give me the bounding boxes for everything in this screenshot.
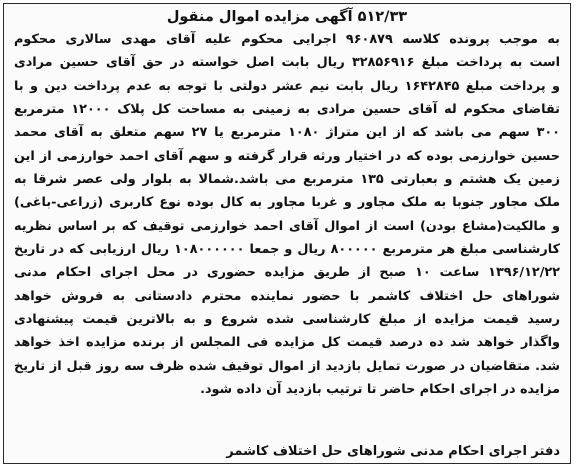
notice-line: تقاضای محکوم له آقای حسین مرادی به زمینی به مساحت کل پلاک ۱۲۰۰۰ مترمربع: [14, 102, 560, 118]
notice-line: مزایده در اجرای احکام حاضر تا ترتیب بازدید آن داده شود.: [200, 382, 560, 398]
notice-line: شوراهای حل اختلاف کاشمر با حضور نماینده محترم دادستانی به فروش خواهد: [14, 288, 560, 304]
notice-line: و مالکیت(مشاع بودن) است از اموال آقای احمد خوارزمی توقیف که بر اساس نظریه: [14, 218, 560, 234]
notice-line: شد. متقاضیان در صورت تمایل بازدید از اموال توقیف شده ظرف سه روز قبل از تاریخ: [14, 358, 560, 374]
auction-notice: [3, 3, 571, 464]
notice-line: ۳۰۰ سهم می باشد که از این متراژ ۱۰۸۰ مترمربع یا ۲۷ سهم متعلق به آقای محمد: [14, 125, 560, 141]
notice-line: ۱۳۹۶/۱۲/۲۲ ساعت ۱۰ صبح از طریق مزایده حضوری در محل اجرای احکام مدنی: [14, 265, 560, 281]
notice-footer: دفتر اجرای احکام مدنی شوراهای حل اختلاف کاشمر: [226, 444, 560, 459]
notice-body: [4, 28, 570, 402]
notice-title: ۵۱۲/۳۳ آگهی مزایده اموال منقول: [166, 9, 408, 25]
notice-line: واگذار خواهد شد ده درصد قیمت کل مزایده فی المجلس از برنده مزایده اخذ خواهد: [14, 335, 560, 351]
notice-line: به موجب پرونده کلاسه ۹۶۰۸۷۹ اجرایی محکوم علیه آقای مهدی سالاری محکوم: [14, 32, 560, 47]
notice-line: ملک مجاور جنوبا به ملک مجاور و غربا مجاور به کال بوده نوع کاربری (زراعی-باغی): [14, 195, 560, 211]
notice-line: حسین خوارزمی بوده که در اختیار ورثه قرار گرفته و سهم آقای احمد خوارزمی از این: [14, 148, 560, 164]
notice-line: زمین یک هشتم و بعبارتی ۱۳۵ مترمربع می باشد.شمالا به بلوار ولی عصر شرقا به: [14, 172, 560, 188]
notice-line: رسید قیمت مزایده از مبلغ کارشناسی شده شروع و به بالاترین قیمت پیشنهادی: [14, 312, 560, 328]
notice-line: کارشناسی مبلغ هر مترمربع ۸۰۰۰۰۰ ریال و جمعا ۱۰۸۰۰۰۰۰۰ ریال ارزیابی که در تاریخ: [14, 242, 560, 258]
notice-line: و پرداخت مبلغ ۱۶۴۲۸۴۵ ریال بابت نیم عشر دولتی با توجه به عدم پرداخت دین و با: [14, 78, 560, 94]
notice-line: است به پرداخت مبلغ ۳۲۸۵۶۹۱۶ ریال بابت اصل خواسته در حق آقای حسین مرادی: [14, 55, 560, 71]
